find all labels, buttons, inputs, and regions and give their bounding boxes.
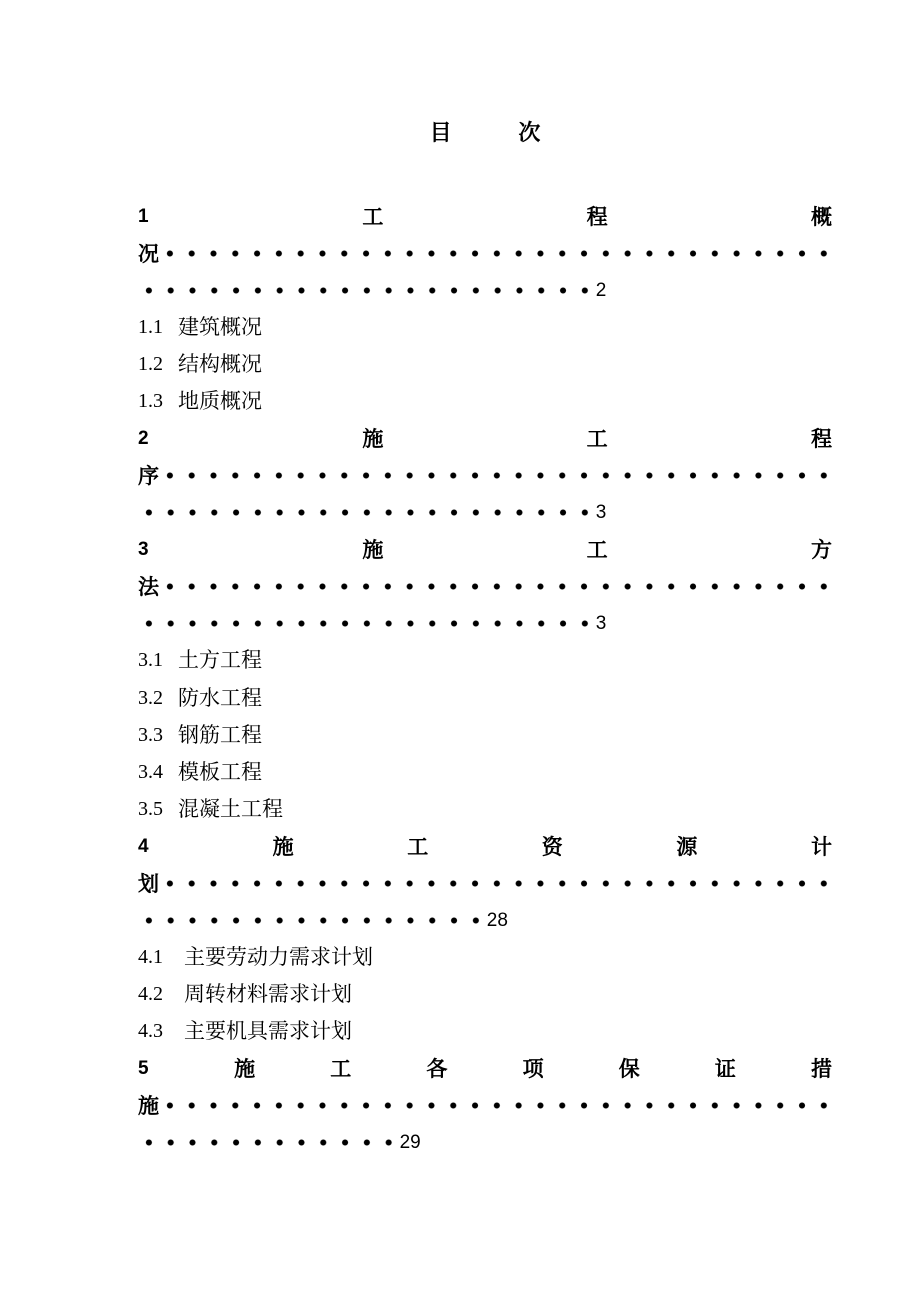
section-number: 4.3 [138,1020,163,1043]
toc-section-3-3 [138,717,832,754]
dot-leader [138,902,487,939]
page-number: 2 [595,279,607,301]
chapter-title-char: 工 [586,425,608,451]
dot-leader [159,457,832,494]
chapter-heading-line [138,420,832,457]
table-of-contents [138,198,832,1162]
chapter-title-char: 程 [586,203,608,229]
section-title: 模板工程 [178,759,262,784]
toc-chapter-2 [138,420,832,531]
section-title: 主要劳动力需求计划 [184,945,373,970]
page-number: 29 [399,1132,421,1154]
dot-leader [138,1124,400,1161]
chapter-title-char: 施 [362,425,384,451]
chapter-title-char: 施 [362,537,384,563]
section-number: 4.1 [138,946,163,969]
chapter-title-char: 划 [138,870,159,896]
chapter-page-line [138,1124,832,1161]
toc-chapter-5 [138,1050,832,1161]
chapter-page-line [138,605,832,642]
chapter-leader-line [138,235,832,272]
chapter-title-char: 法 [138,574,159,600]
section-number: 1.2 [138,352,163,375]
chapter-leader-line [138,568,832,605]
section-title: 钢筋工程 [178,722,262,747]
chapter-title-char: 工 [407,833,429,859]
chapter-title-char: 计 [810,833,832,859]
chapter-title-char: 程 [810,425,832,451]
chapter-title-char: 工 [330,1056,352,1082]
chapter-title-char: 工 [586,537,608,563]
toc-section-3-1 [138,642,832,679]
section-title: 建筑概况 [178,314,262,339]
chapter-title-char: 措 [810,1056,832,1082]
toc-section-1-2 [138,346,832,383]
section-number: 3.3 [138,723,163,746]
chapter-title-char: 施 [272,833,294,859]
chapter-heading-line [138,828,832,865]
section-number: 1.3 [138,389,163,412]
toc-chapter-4 [138,828,832,939]
dot-leader [138,272,596,309]
section-title: 地质概况 [178,388,262,413]
section-number: 4.2 [138,983,163,1006]
section-number: 3.2 [138,686,163,709]
chapter-title-char: 序 [138,463,159,489]
chapter-title-char: 资 [541,833,563,859]
section-title: 周转材料需求计划 [184,982,352,1007]
chapter-title-char: 项 [522,1056,544,1082]
chapter-heading-line [138,198,832,235]
section-title: 主要机具需求计划 [184,1019,352,1044]
chapter-number: 4 [138,835,149,857]
dot-leader [159,865,832,902]
chapter-leader-line [138,865,832,902]
chapter-page-line [138,494,832,531]
chapter-leader-line [138,1087,832,1124]
dot-leader [159,235,832,272]
toc-section-3-2 [138,680,832,717]
chapter-heading-line [138,1050,832,1087]
section-number: 1.1 [138,315,163,338]
dot-leader [159,568,832,605]
chapter-number: 3 [138,539,149,561]
chapter-number: 1 [138,205,149,227]
chapter-title-char: 各 [426,1056,448,1082]
dot-leader [138,605,596,642]
toc-section-4-2 [138,976,832,1013]
toc-chapter-1 [138,198,832,309]
section-title: 结构概况 [178,351,262,376]
toc-section-1-3 [138,383,832,420]
chapter-leader-line [138,457,832,494]
toc-chapter-3 [138,531,832,642]
dot-leader [159,1087,832,1124]
chapter-title-char: 施 [234,1056,256,1082]
toc-section-1-1 [138,309,832,346]
section-title: 混凝土工程 [178,796,283,821]
chapter-number: 2 [138,427,149,449]
chapter-heading-line [138,531,832,568]
section-title: 防水工程 [178,685,262,710]
toc-section-3-4 [138,754,832,791]
chapter-number: 5 [138,1058,149,1080]
toc-section-4-1 [138,939,832,976]
chapter-title-char: 工 [362,203,384,229]
page-number: 3 [595,502,607,524]
chapter-title-char: 况 [138,240,159,266]
section-number: 3.5 [138,797,163,820]
section-number: 3.4 [138,760,163,783]
chapter-title-char: 概 [810,203,832,229]
chapter-title-char: 施 [138,1093,159,1119]
section-number: 3.1 [138,649,163,672]
page-number: 3 [595,613,607,635]
page-number: 28 [486,909,508,931]
dot-leader [138,494,596,531]
toc-section-4-3 [138,1013,832,1050]
chapter-page-line [138,272,832,309]
chapter-page-line [138,902,832,939]
chapter-title-char: 保 [618,1056,640,1082]
section-title: 土方工程 [178,648,262,673]
chapter-title-char: 证 [714,1056,736,1082]
chapter-title-char: 源 [676,833,698,859]
chapter-title-char: 方 [810,537,832,563]
toc-section-3-5 [138,791,832,828]
toc-title: 目 次 [429,120,541,146]
